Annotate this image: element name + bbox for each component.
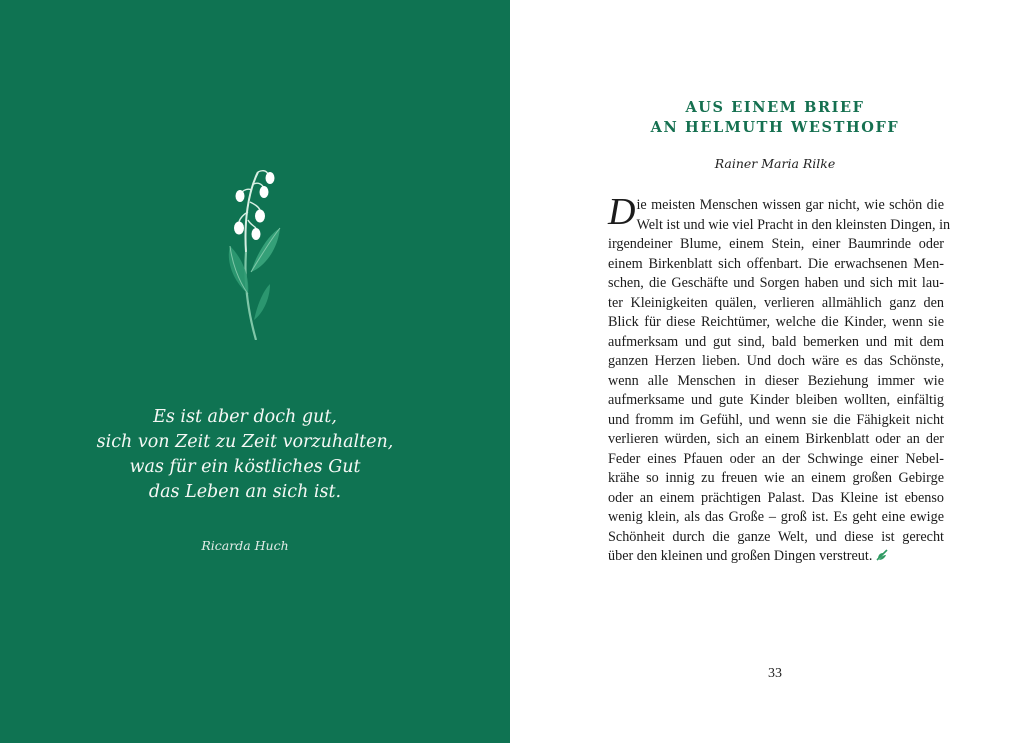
text-line: oder an einem prächtigen Palast. Das Kleine ist ebenso: [608, 489, 944, 506]
page-title: [610, 98, 940, 138]
text-line: ie meisten Menschen wissen gar nicht, wie schön die: [636, 197, 944, 213]
right-page: [510, 0, 1020, 743]
quote-author: Ricarda Huch: [201, 538, 289, 553]
text-line: Feder eines Pfauen oder an der Schwinge einer Nebel-: [608, 450, 944, 467]
text-line-last: [608, 547, 944, 567]
text-line: wenig klein, als das Große – groß ist. Es geht eine ewige: [608, 509, 944, 525]
quote-line: das Leben an sich ist.: [148, 482, 342, 502]
text-line: aufmerksam und gut sind, bald bemerken und mit dem: [608, 333, 944, 350]
page-number: 33: [768, 666, 782, 681]
drop-cap: D: [608, 191, 636, 233]
text-line: verlieren würden, sich an einem Birkenblatt oder an der: [608, 431, 944, 447]
quote-line: Es ist aber doch gut,: [153, 407, 337, 427]
text-line: wenn alle Menschen in dieser Beziehung immer wie: [608, 372, 944, 389]
title-line: AN HELMUTH WESTHOFF: [650, 119, 900, 136]
text-line: Welt ist und wie viel Pracht in den kleinsten Dingen, in: [636, 216, 951, 233]
body-text: [608, 191, 951, 567]
text-line: aufmerksame und gute Kinder bleiben wollten, einfältig: [608, 392, 944, 408]
text-line: Schönheit durch die ganze Welt, und diese ist gerecht: [608, 528, 944, 545]
text-line: einem Birkenblatt sich offenbart. Die erwachsenen Men-: [608, 255, 944, 272]
text-line-last-content: über den kleinen und großen Dingen verstreut.: [608, 548, 873, 564]
text-line: schen, die Geschäfte und Sorgen haben und sich mit lau-: [608, 275, 944, 291]
author-name: Rainer Maria Rilke: [714, 156, 836, 171]
text-line: und fromm im Gefühl, und wenn sie die Fähigkeit nicht: [608, 411, 944, 428]
title-line: AUS EINEM BRIEF: [685, 99, 865, 116]
quote-line: was für ein köstliches Gut: [129, 457, 361, 477]
text-line: ter Kleinigkeiten quälen, verlieren allmählich ganz den: [608, 294, 944, 311]
text-line: irgendeiner Blume, einem Stein, einer Baumrinde oder: [608, 236, 944, 252]
text-line: Blick für diese Reichtümer, welche die Kinder, wenn sie: [608, 314, 944, 330]
lily-of-the-valley-icon: [218, 162, 288, 340]
quote: [60, 405, 430, 505]
leaf-end-mark-icon: [876, 549, 888, 561]
quote-line: sich von Zeit zu Zeit vorzuhalten,: [96, 432, 394, 452]
text-line: ganzen Herzen lieben. Und doch wäre es das Schönste,: [608, 353, 944, 369]
text-line: krähe so innig zu freuen wie an einem großen Gebirge: [608, 470, 944, 486]
